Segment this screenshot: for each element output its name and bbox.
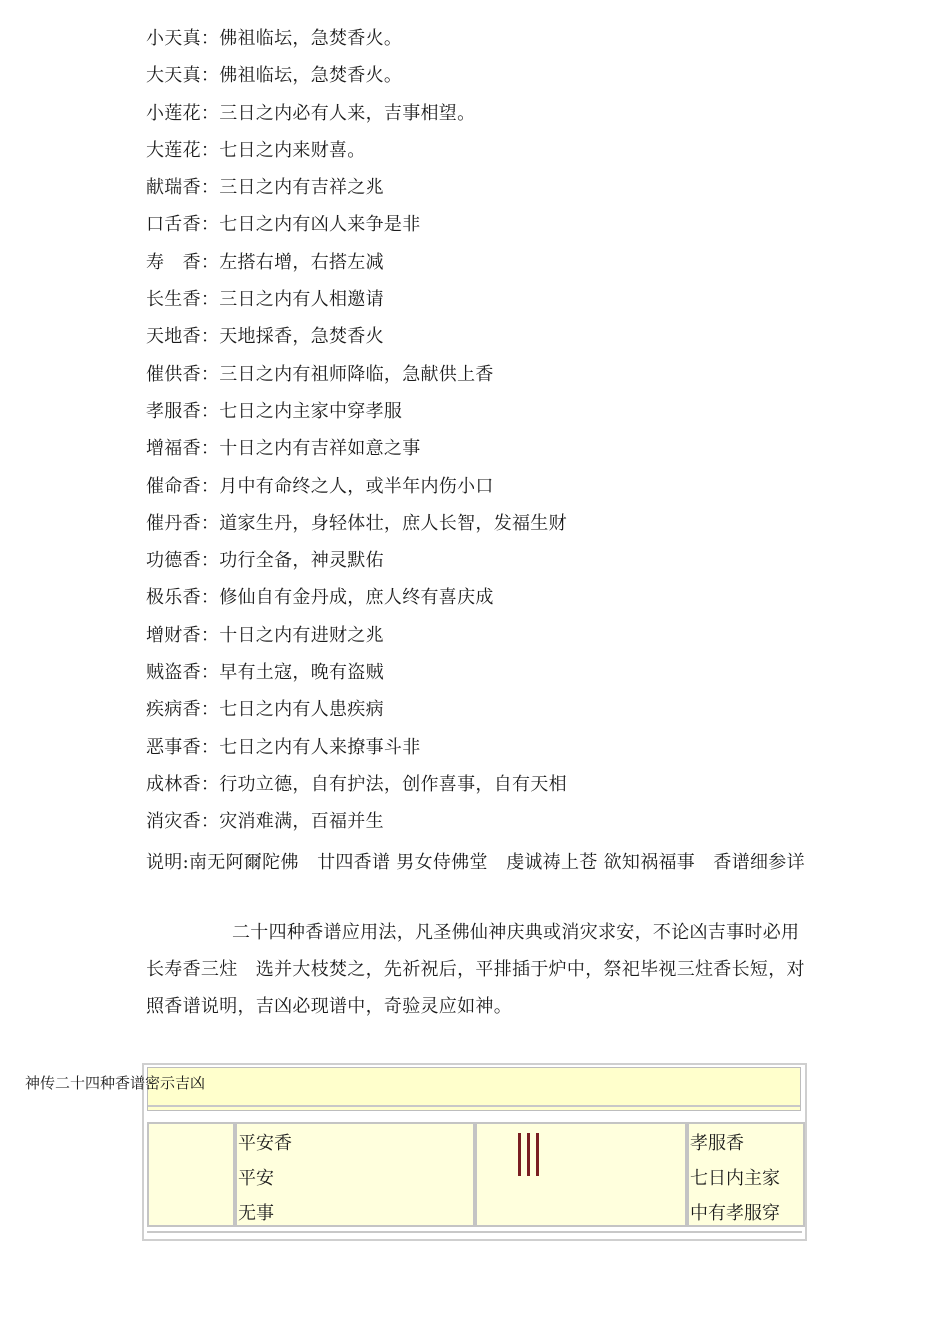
- incense-line: 催丹香：道家生丹，身轻体壮，庶人长智，发福生财: [146, 512, 567, 534]
- incense-line: 天地香：天地採香，急焚香火: [146, 326, 384, 348]
- table-cell-incense-figure: [475, 1122, 687, 1227]
- incense-line: 小莲花：三日之内必有人来，吉事相望。: [146, 102, 476, 124]
- incense-line: 增财香：十日之内有进财之兆: [146, 624, 384, 646]
- incense-line: 献瑞香：三日之内有吉祥之兆: [146, 177, 384, 199]
- left-entry-line: 平安: [238, 1168, 274, 1189]
- incense-line: 小天真：佛祖临坛，急焚香火。: [146, 28, 403, 49]
- incense-line: 长生香：三日之内有人相邀请: [146, 289, 384, 311]
- right-entry-line: 中有孝服穿: [690, 1203, 780, 1224]
- incense-line: 增福香：十日之内有吉祥如意之事: [146, 438, 421, 460]
- incense-line: 极乐香：修仙自有金丹成，庶人终有喜庆成: [146, 587, 494, 609]
- incense-line: 疾病香：七日之内有人患疾病: [146, 699, 384, 721]
- table-bottom-rule: [147, 1231, 802, 1233]
- incense-line: 大莲花：七日之内来财喜。: [146, 139, 366, 161]
- incense-line: 口舌香：七日之内有凶人来争是非: [146, 214, 421, 236]
- table-cell-right-entry: [687, 1122, 805, 1227]
- incense-line: 催供香：三日之内有祖师降临，急献供上香: [146, 363, 494, 385]
- incense-line: 消灾香：灾消难满，百福并生: [146, 811, 384, 833]
- incense-line: 大天真：佛祖临坛，急焚香火。: [146, 65, 403, 87]
- table-cell-left-entry: [235, 1122, 475, 1227]
- incense-line: 恶事香：七日之内有人来撩事斗非: [146, 736, 421, 758]
- incense-line: 成林香：行功立德，自有护法，创作喜事，自有天相: [146, 773, 567, 795]
- incense-line: 寿 香：左搭右增，右搭左减: [146, 251, 384, 273]
- incense-chart-table: [142, 1063, 807, 1241]
- incense-line: 功德香：功行全备，神灵默佑: [146, 550, 384, 572]
- incense-stick-icon: [536, 1133, 539, 1176]
- incense-line: 孝服香：七日之内主家中穿孝服: [146, 400, 403, 422]
- left-entry-name: 平安香: [238, 1133, 292, 1154]
- table-caption: 神传二十四种香谱密示吉凶: [25, 1074, 206, 1092]
- table-cell-empty: [147, 1122, 235, 1227]
- left-entry-line: 无事: [238, 1203, 274, 1224]
- note-paragraph: 说明:南无阿爾陀佛 廿四香谱 男女侍佛堂 虔诚祷上苍 欲知祸福事 香谱细参详: [146, 852, 805, 873]
- right-entry-line: 七日内主家: [690, 1168, 780, 1189]
- incense-list: [146, 26, 826, 847]
- usage-paragraph: 二十四种香谱应用法，凡圣佛仙神庆典或消灾求安，不论凶吉事时必用长寿香三炷 选并大枝焚之，先祈祝后，平排插于炉中，祭祀毕视三炷香长短，对照香谱说明，吉凶必现谱中，奇验灵应如神。: [146, 922, 805, 1017]
- table-header-cell: [147, 1067, 801, 1111]
- right-entry-name: 孝服香: [690, 1133, 744, 1154]
- incense-line: 催命香：月中有命终之人，或半年内伤小口: [146, 475, 494, 497]
- incense-line: 贼盗香：早有土寇，晚有盗贼: [146, 662, 384, 684]
- incense-stick-icon: [527, 1133, 530, 1176]
- incense-stick-icon: [518, 1133, 521, 1176]
